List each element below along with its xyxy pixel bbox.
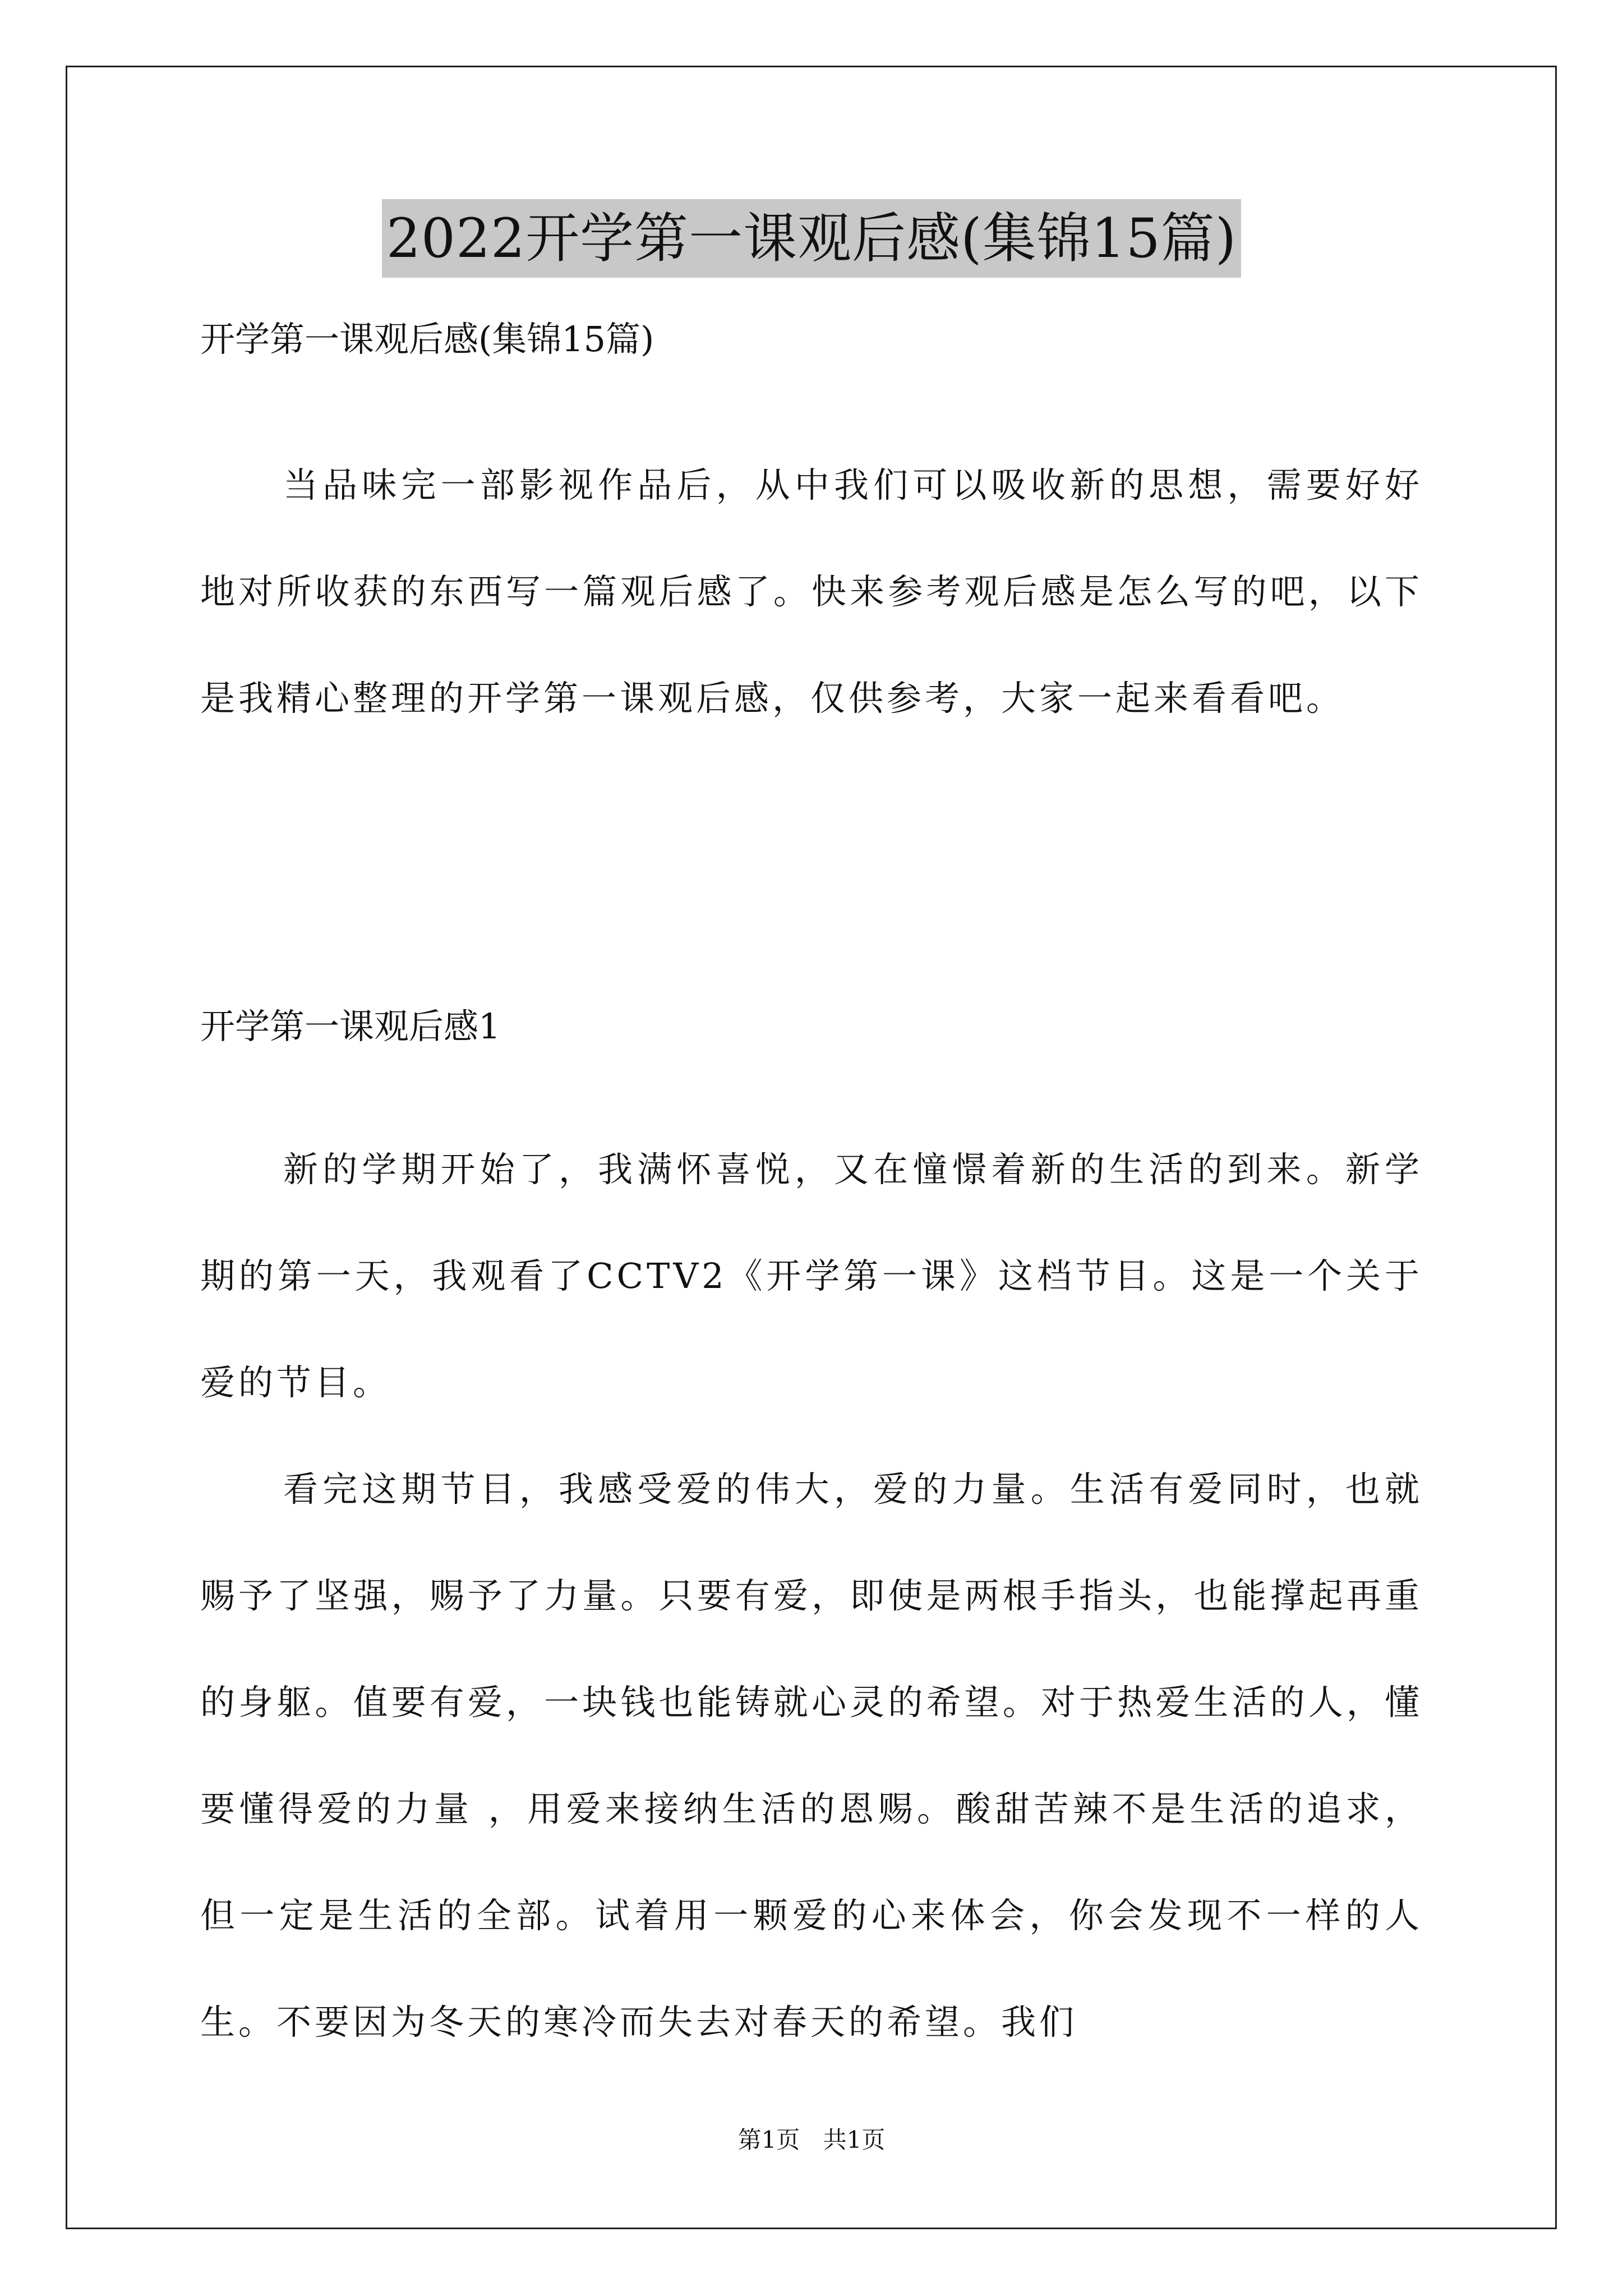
document-subtitle: 开学第一课观后感(集锦15篇) (200, 319, 654, 360)
body-paragraph: 新的学期开始了，我满怀喜悦，又在憧憬着新的生活的到来。新学期的第一天，我观看了CCTV2《开学第一课》这档节目。这是一个关于爱的节目。 (200, 1149, 1423, 1403)
section-heading: 开学第一课观后感1 (200, 1006, 501, 1047)
section-heading-block (200, 999, 1423, 1055)
section-body (200, 1116, 1423, 2076)
page-total: 共1页 (823, 2126, 886, 2154)
document-title: 2022开学第一课观后感(集锦15篇) (382, 199, 1241, 278)
page-number: 第1页 (737, 2126, 800, 2154)
intro-block (200, 432, 1423, 752)
intro-paragraph: 当品味完一部影视作品后，从中我们可以吸收新的思想，需要好好地对所收获的东西写一篇观后感了。快来参考观后感是怎么写的吧，以下是我精心整理的开学第一课观后感，仅供参考，大家一起来看看吧。 (200, 464, 1423, 719)
page-footer (0, 2123, 1623, 2157)
body-paragraph: 看完这期节目，我感受爱的伟大，爱的力量。生活有爱同时，也就赐予了坚强，赐予了力量。只要有爱，即使是两根手指头，也能撑起再重的身躯。值要有爱，一块钱也能铸就心灵的希望。对于热爱生活的人，懂要懂得爱的力量 ，用爱来接纳生活的恩赐。酸甜苦辣不是生活的追求，但一定是生活的全部。试着用一颗爱的心来体会，你会发现不一样的人生。不要因为冬天的寒冷而失去对春天的希望。我们 (200, 1469, 1423, 2042)
subtitle-block (200, 311, 1423, 367)
title-container (0, 199, 1623, 278)
